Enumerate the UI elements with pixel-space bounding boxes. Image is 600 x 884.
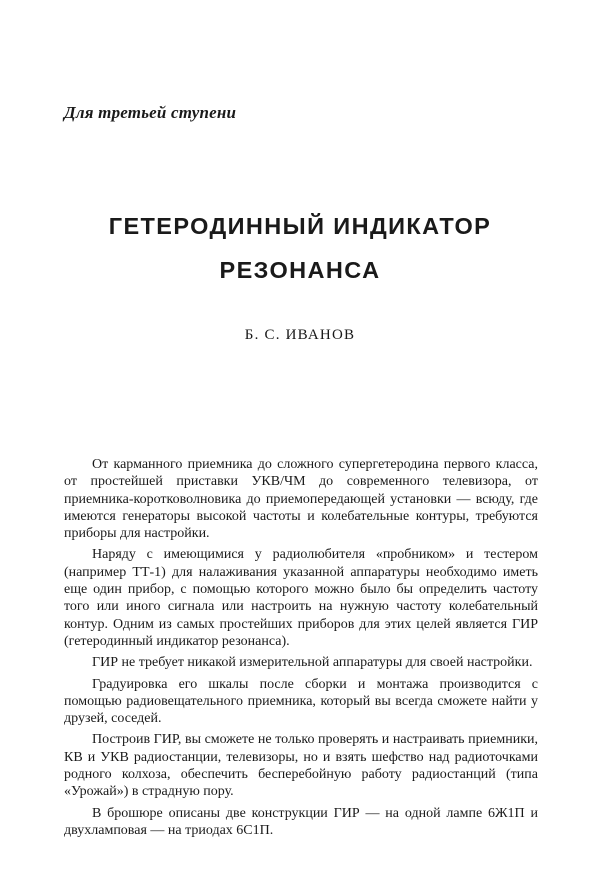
paragraph: Градуировка его шкалы после сборки и монтажа производится с помощью радиовещательного приемника, который вы всегда сможете найти у друзей, соседей. [64, 676, 538, 727]
series-label: Для третьей ступени [64, 103, 237, 122]
title-line-2: РЕЗОНАНСА [219, 257, 381, 283]
paragraph: Построив ГИР, вы сможете не только проверять и настраивать приемники, КВ и УКВ радиостанции, телевизоры, но и взять шефство над радиоточками родного колхоза, обеспечить бесперебойную работу радиостанций (типа «Урожай») в страдную пору. [64, 732, 538, 800]
title-line-1: ГЕТЕРОДИННЫЙ ИНДИКАТОР [108, 213, 492, 239]
author: Б. С. ИВАНОВ [244, 327, 356, 343]
body-text [64, 456, 538, 843]
paragraph: В брошюре описаны две конструкции ГИР — на одной лампе 6Ж1П и двухламповая — на триодах 6С1П. [64, 805, 538, 838]
paragraph: Наряду с имеющимися у радиолюбителя «пробником» и тестером (например ТТ-1) для налаживания указанной аппаратуры необходимо иметь еще один прибор, с помощью которого можно было бы определить частоту того или иного сигнала или настроить на нужную частоту колебательный контур. Одним из самых простейших приборов для этих целей является ГИР (гетеродинный индикатор резонанса). [64, 547, 538, 649]
paragraph: ГИР не требует никакой измерительной аппаратуры для своей настройки. [92, 655, 533, 671]
paragraph: От карманного приемника до сложного супергетеродина первого класса, от простейшей приставки УКВ/ЧМ до современного телевизора, от приемника-коротковолновика до приемопередающей установки — всюду, где имеются генераторы высокой частоты и колебательные контуры, требуются приборы для настройки. [64, 457, 538, 542]
